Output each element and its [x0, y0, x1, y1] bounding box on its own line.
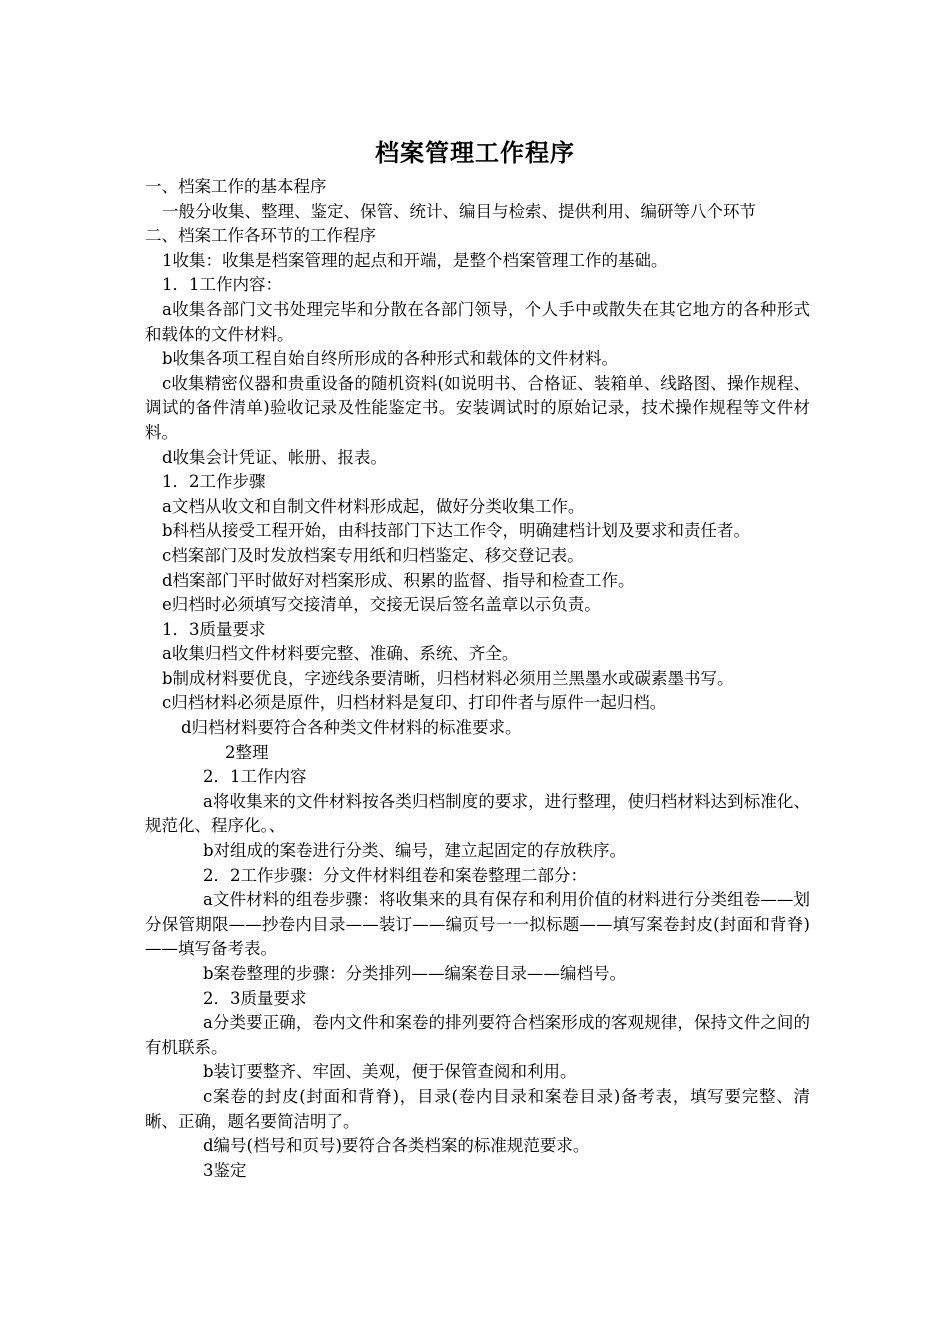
paragraph: c收集精密仪器和贵重设备的随机资料(如说明书、合格证、装箱单、线路图、操作规程、调试的备件清单)验收记录及性能鉴定书。安装调试时的原始记录，技术操作规程等文件材料。: [145, 373, 810, 442]
paragraph: b收集各项工程自始自终所形成的各种形式和载体的文件材料。: [162, 349, 619, 369]
section-heading-2: 二、档案工作各环节的工作程序: [145, 226, 376, 246]
paragraph: e归档时必须填写交接清单，交接无误后签名盖章以示负责。: [162, 595, 601, 615]
paragraph: b科档从接受工程开始，由科技部门下达工作令，明确建档计划及要求和责任者。: [162, 521, 751, 541]
paragraph: b装订要整齐、牢固、美观，便于保管查阅和利用。: [203, 1062, 577, 1082]
paragraph: c案卷的封皮(封面和背脊)，目录(卷内目录和案卷目录)备考表，填写要完整、清晰、正确，题名要简洁明了。: [145, 1086, 810, 1131]
paragraph: a收集各部门文书处理完毕和分散在各部门领导，个人手中或散失在其它地方的各种形式和载体的文件材料。: [145, 299, 810, 344]
paragraph: 1收集：收集是档案管理的起点和开端，是整个档案管理工作的基础。: [162, 250, 668, 270]
paragraph: a分类要正确，卷内文件和案卷的排列要符合档案形成的客观规律，保持文件之间的有机联系。: [145, 1013, 810, 1057]
paragraph: b制成材料要优良，字迹线条要清晰，归档材料必须用兰黑墨水或碳素墨书写。: [162, 668, 734, 688]
section-heading-1: 一、档案工作的基本程序: [145, 177, 327, 196]
subheading: 2．1工作内容: [203, 767, 307, 787]
subheading: 2．3质量要求: [203, 988, 307, 1008]
paragraph: a文件材料的组卷步骤：将收集来的具有保存和利用价值的材料进行分类组卷——划分保管期限——抄卷内目录——装订——编页号一一拟标题——填写案卷封皮(封面和背脊)——填写备考表。: [145, 890, 810, 959]
subheading: 1．3质量要求: [162, 619, 266, 639]
subheading: 1．1工作内容：: [162, 275, 282, 295]
paragraph: a收集归档文件材料要完整、准确、系统、齐全。: [162, 644, 519, 664]
paragraph: c档案部门及时发放档案专用纸和归档鉴定、移交登记表。: [162, 545, 584, 565]
paragraph: a将收集来的文件材料按各类归档制度的要求，进行整理，使归档材料达到标准化、规范化、程序化。、: [145, 791, 810, 836]
subheading: 2．2工作步骤：分文件材料组卷和案卷整理二部分：: [203, 865, 587, 885]
paragraph: 一般分收集、整理、鉴定、保管、统计、编目与检索、提供利用、编研等八个环节: [162, 201, 756, 221]
paragraph: d档案部门平时做好对档案形成、积累的监督、指导和检查工作。: [162, 570, 635, 590]
section-heading-4: 3鉴定: [203, 1160, 247, 1180]
paragraph: d归档材料要符合各种类文件材料的标准要求。: [181, 718, 522, 738]
paragraph: b对组成的案卷进行分类、编号，建立起固定的存放秩序。: [203, 841, 627, 861]
paragraph: d编号(档号和页号)要符合各类档案的标准规范要求。: [203, 1136, 590, 1156]
paragraph: a文档从收文和自制文件材料形成起，做好分类收集工作。: [162, 496, 585, 516]
paragraph: b案卷整理的步骤：分类排列——编案卷目录——编档号。: [203, 964, 627, 983]
subheading: 1．2工作步骤: [162, 472, 266, 492]
section-heading-3: 2整理: [225, 742, 269, 762]
paragraph: d收集会计凭证、帐册、报表。: [162, 447, 388, 467]
document-body: [145, 175, 810, 1183]
document-title: 档案管理工作程序: [375, 138, 575, 167]
paragraph: c归档材料必须是原件，归档材料是复印、打印件者与原件一起归档。: [162, 693, 667, 713]
